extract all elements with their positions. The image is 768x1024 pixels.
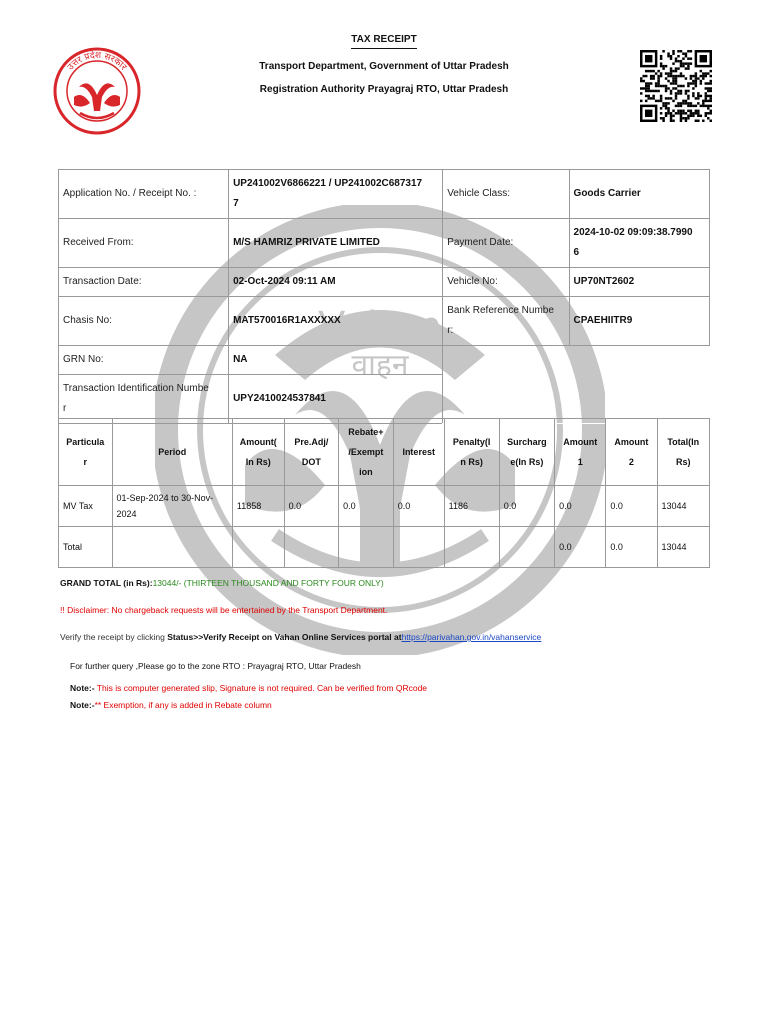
tax-header-cell: Particula r — [59, 419, 113, 486]
tax-cell: 0.0 — [499, 486, 554, 527]
tax-cell — [284, 527, 338, 568]
bank-reference-value: CPAEHIITR9 — [569, 297, 709, 346]
payment-date-label: Payment Date: — [443, 219, 569, 268]
table-row — [59, 346, 710, 375]
watermark-text-hi: वाहन — [351, 348, 409, 383]
receipt-title: TAX RECEIPT — [0, 34, 768, 45]
table-row — [59, 268, 710, 297]
tax-cell: 1186 — [444, 486, 499, 527]
table-row — [59, 219, 710, 268]
transaction-id-value: UPY2410024537841 — [229, 375, 443, 424]
logo-text: उत्तर प्रदेश सरकार — [65, 50, 129, 73]
tax-header-cell: Period — [112, 419, 232, 486]
tax-cell — [393, 527, 444, 568]
tax-cell: 13044 — [657, 527, 710, 568]
tax-cell: Total — [59, 527, 113, 568]
tax-cell: 11858 — [232, 486, 284, 527]
table-row — [59, 170, 710, 219]
verify-instructions: Verify the receipt by clicking Status>>Verify Receipt on Vahan Online Services portal athttps://parivahan.gov.in/vahanservice — [60, 632, 542, 642]
table-row — [59, 527, 710, 568]
tax-cell — [444, 527, 499, 568]
vehicle-class-value: Goods Carrier — [569, 170, 709, 219]
tax-cell: 0.0 — [555, 527, 606, 568]
tax-table-header-row — [59, 419, 710, 486]
qr-code-icon — [640, 50, 712, 122]
tax-cell: MV Tax — [59, 486, 113, 527]
authority-name: Registration Authority Prayagraj RTO, Uttar Pradesh — [259, 84, 509, 95]
grn-no-label: GRN No: — [59, 346, 229, 375]
tax-cell — [232, 527, 284, 568]
received-from-label: Received From: — [59, 219, 229, 268]
transaction-date-value: 02-Oct-2024 09:11 AM — [229, 268, 443, 297]
disclaimer-text: !! Disclaimer: No chargeback requests will be entertained by the Transport Department. — [60, 605, 388, 615]
note-signature: Note:- This is computer generated slip, Signature is not required. Can be verified from QRcode — [70, 683, 428, 693]
tax-header-cell: Total(In Rs) — [657, 419, 710, 486]
tax-cell: 0.0 — [606, 527, 657, 568]
watermark-text-en: Vahan — [318, 304, 442, 350]
vehicle-class-label: Vehicle Class: — [443, 170, 569, 219]
tax-cell — [499, 527, 554, 568]
transaction-id-label: Transaction Identification Numbe r — [59, 375, 229, 424]
tax-cell: 0.0 — [606, 486, 657, 527]
transaction-date-label: Transaction Date: — [59, 268, 229, 297]
empty-cell — [443, 346, 710, 424]
tax-cell — [339, 527, 394, 568]
tax-cell: 0.0 — [555, 486, 606, 527]
application-no-value: UP241002V6866221 / UP241002C687317 7 — [229, 170, 443, 219]
vehicle-no-label: Vehicle No: — [443, 268, 569, 297]
further-query-text: For further query ,Please go to the zone RTO : Prayagraj RTO, Uttar Pradesh — [70, 661, 361, 671]
receipt-info-table — [58, 169, 710, 424]
tax-header-cell: Amount 1 — [555, 419, 606, 486]
tax-header-cell: Surcharg e(In Rs) — [499, 419, 554, 486]
tax-cell: 13044 — [657, 486, 710, 527]
payment-date-value: 2024-10-02 09:09:38.7990 6 — [569, 219, 709, 268]
tax-header-cell: Rebate+ /Exempt ion — [339, 419, 394, 486]
tax-cell: 01-Sep-2024 to 30-Nov-2024 — [112, 486, 232, 527]
table-row — [59, 486, 710, 527]
tax-header-cell: Pre.Adj/ DOT — [284, 419, 338, 486]
tax-header-cell: Penalty(I n Rs) — [444, 419, 499, 486]
tax-header-cell: Amount( In Rs) — [232, 419, 284, 486]
tax-details-table — [58, 418, 710, 568]
department-name: Transport Department, Government of Uttar Pradesh — [259, 61, 509, 72]
application-no-label: Application No. / Receipt No. : — [59, 170, 229, 219]
tax-cell: 0.0 — [339, 486, 394, 527]
table-row — [59, 297, 710, 346]
chasis-no-value: MAT570016R1AXXXXX — [229, 297, 443, 346]
bank-reference-label: Bank Reference Numbe r: — [443, 297, 569, 346]
grand-total: GRAND TOTAL (in Rs):13044/- (THIRTEEN THOUSAND AND FORTY FOUR ONLY) — [60, 578, 384, 588]
grn-no-value: NA — [229, 346, 443, 375]
tax-cell — [112, 527, 232, 568]
vehicle-no-value: UP70NT2602 — [569, 268, 709, 297]
tax-header-cell: Amount 2 — [606, 419, 657, 486]
tax-cell: 0.0 — [393, 486, 444, 527]
received-from-value: M/S HAMRIZ PRIVATE LIMITED — [229, 219, 443, 268]
tax-header-cell: Interest — [393, 419, 444, 486]
chasis-no-label: Chasis No: — [59, 297, 229, 346]
note-exemption: Note:-** Exemption, if any is added in Rebate column — [70, 700, 272, 710]
tax-cell: 0.0 — [284, 486, 338, 527]
vahan-service-link[interactable]: https://parivahan.gov.in/vahanservice — [401, 632, 542, 642]
